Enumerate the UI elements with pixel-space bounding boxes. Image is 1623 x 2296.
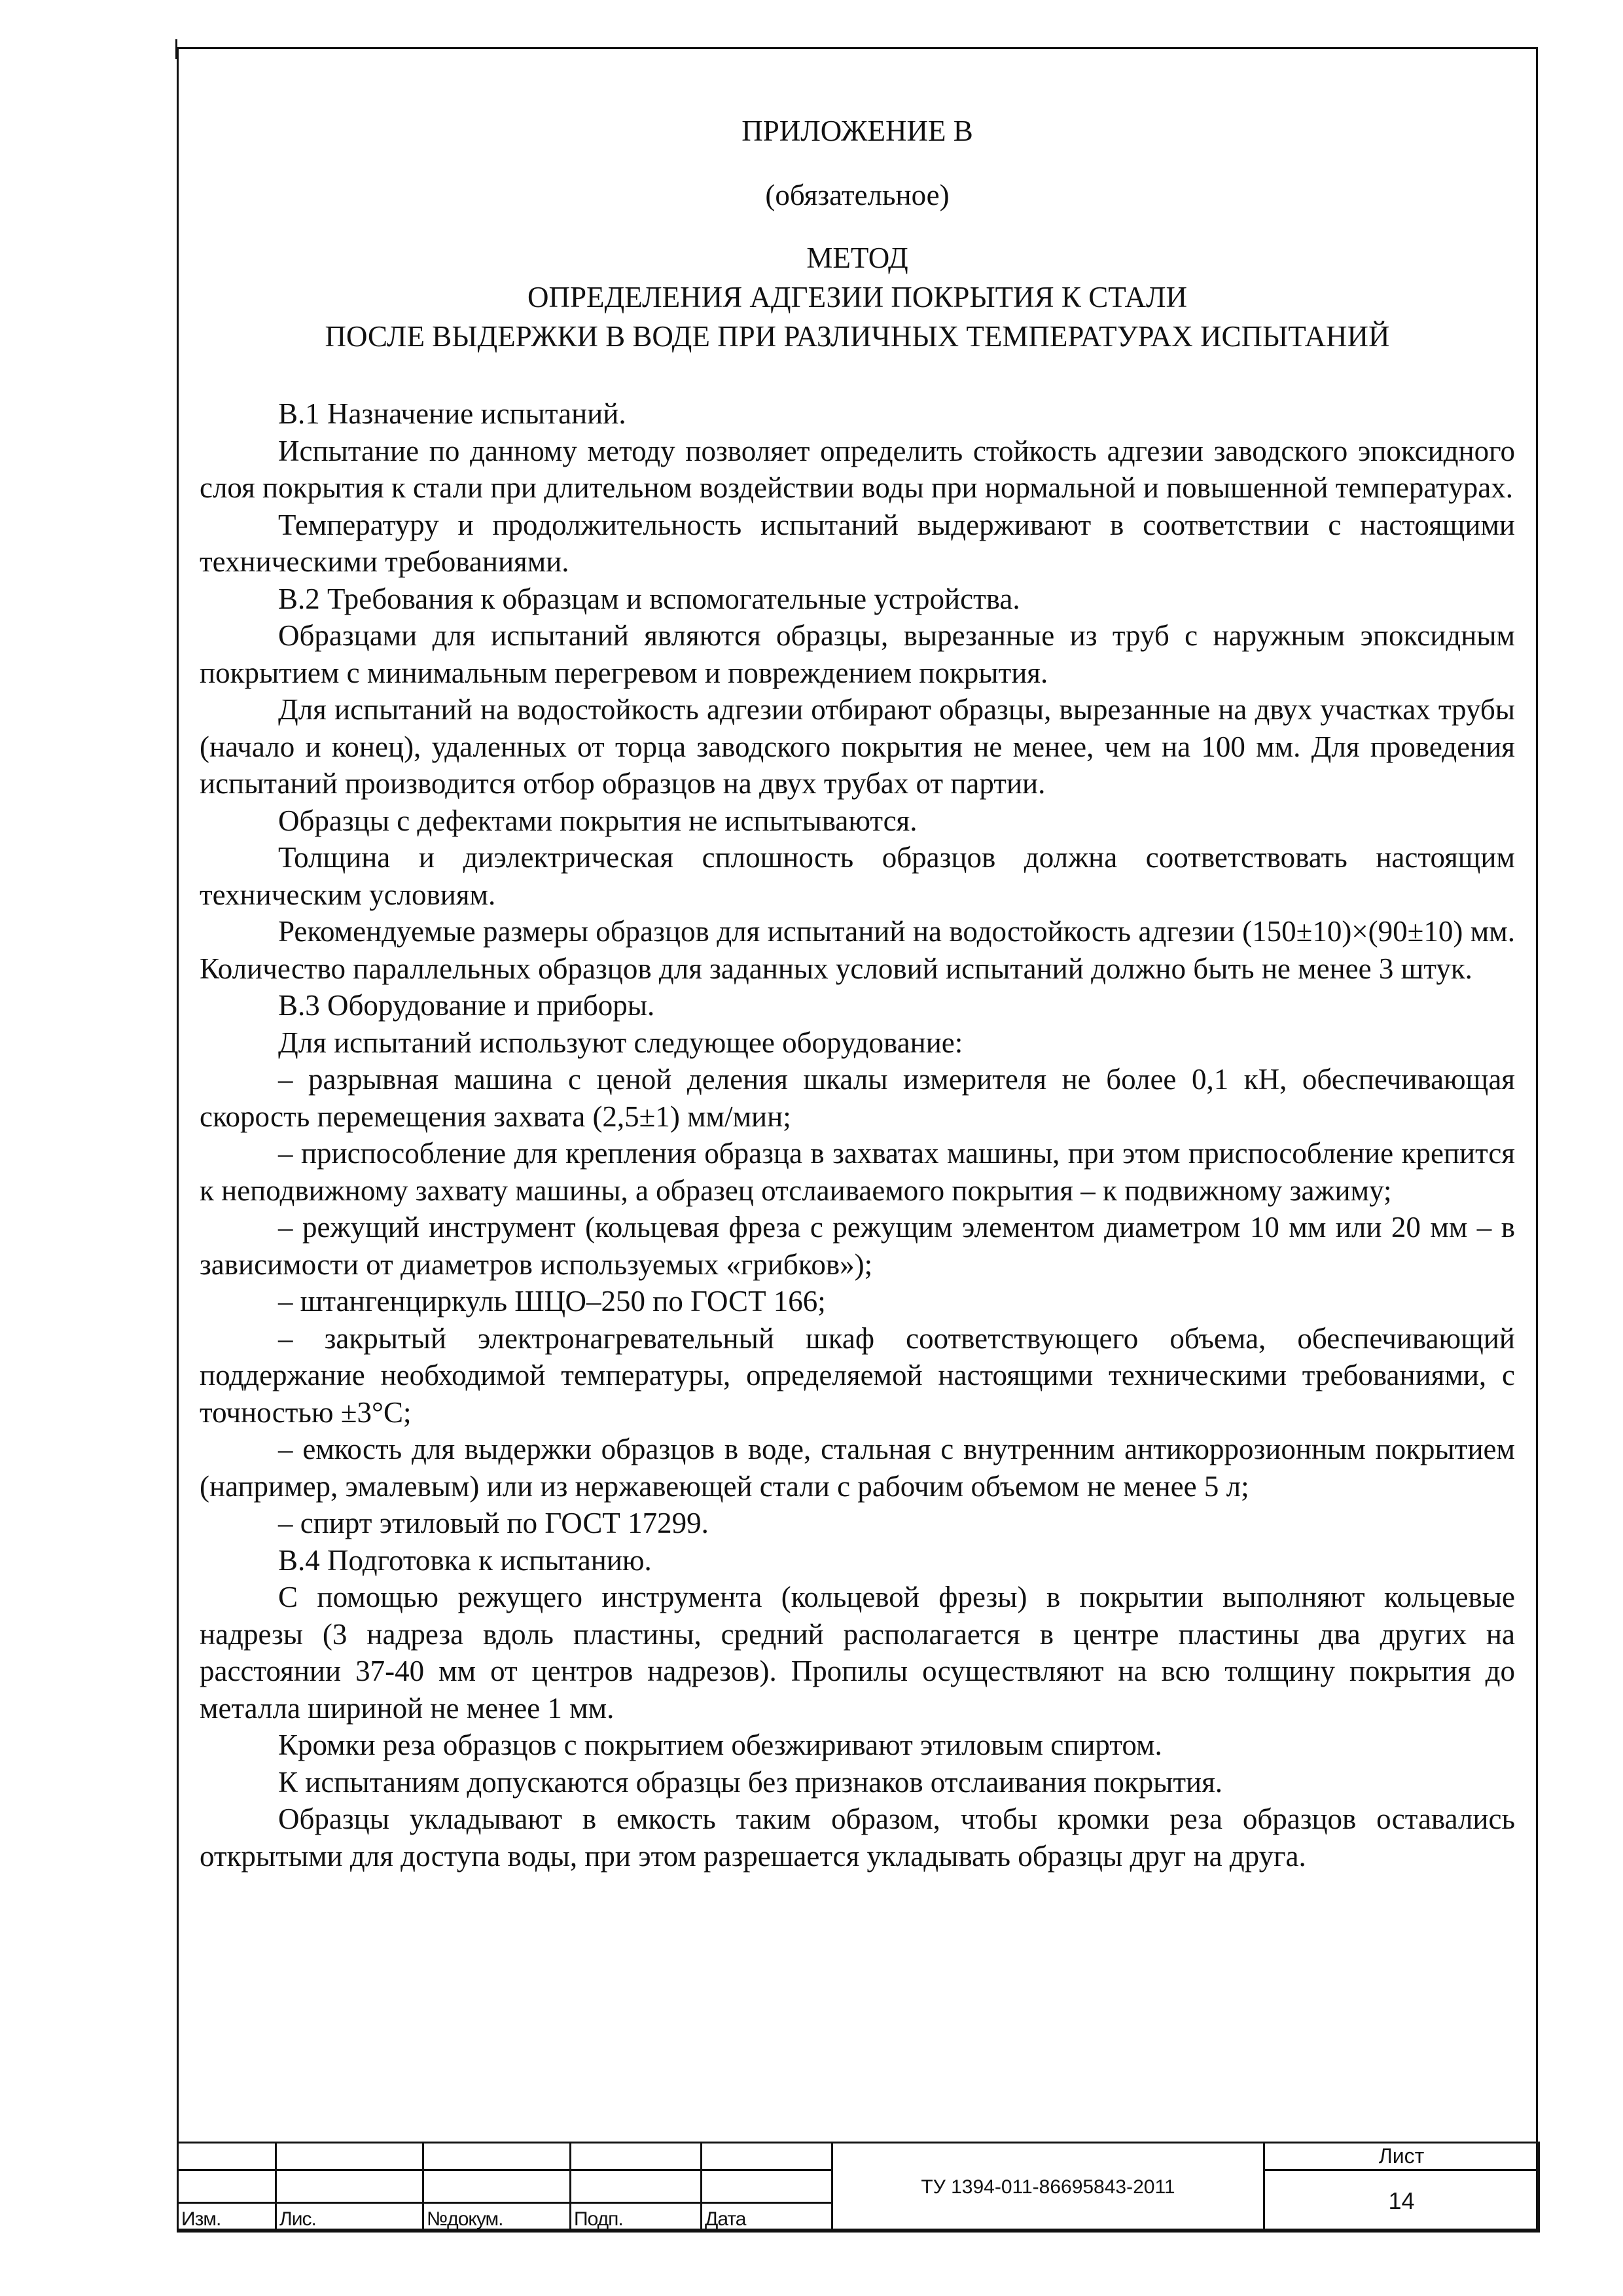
section-heading: В.4 Подготовка к испытанию. bbox=[278, 1543, 652, 1577]
sheet-label: Лист bbox=[1264, 2143, 1539, 2170]
paragraph: Образцы укладывают в емкость таким образом, чтобы кромки реза образцов оставались открытыми для доступа воды, при этом разрешается укладывать образцы друг на друга. bbox=[200, 1803, 1515, 1873]
appendix-status: (обязательное) bbox=[765, 179, 950, 211]
paragraph: Испытание по данному методу позволяет определить стойкость адгезии заводского эпоксидного слоя покрытия к стали при длительном воздействии воды при нормальной и повышенной температурах. bbox=[200, 434, 1515, 504]
label-sheet: Лис. bbox=[276, 2203, 423, 2232]
label-document-number: №докум. bbox=[423, 2203, 571, 2232]
title-block bbox=[177, 2142, 1538, 2231]
section-heading: В.2 Требования к образцам и вспомогательные устройства. bbox=[278, 582, 1020, 615]
sheet-number: 14 bbox=[1264, 2170, 1539, 2232]
list-item: – штангенциркуль ШЦО–250 по ГОСТ 166; bbox=[278, 1285, 826, 1318]
section-heading: В.1 Назначение испытаний. bbox=[278, 397, 626, 430]
appendix-title: ПРИЛОЖЕНИЕ В bbox=[741, 115, 973, 147]
list-item: – режущий инструмент (кольцевая фреза с режущим элементом диаметром 10 мм или 20 мм – в зависимости от диаметров используемых «грибков»); bbox=[200, 1211, 1515, 1281]
body-text bbox=[200, 395, 1515, 1874]
paragraph: Образцы с дефектами покрытия не испытываются. bbox=[278, 804, 918, 837]
label-revision: Изм. bbox=[178, 2203, 276, 2232]
paragraph: Кромки реза образцов с покрытием обезжиривают этиловым спиртом. bbox=[278, 1729, 1162, 1761]
paragraph: Температуру и продолжительность испытаний выдерживают в соответствии с настоящими техническими требованиями. bbox=[200, 508, 1515, 578]
paragraph: С помощью режущего инструмента (кольцевой фрезы) в покрытии выполняют кольцевые надрезы (3 надреза вдоль пластины, средний располагается в центре пластины два других на расстоянии 37-40 мм от центров надрезов). Пропилы осуществляют на всю толщину покрытия до металла шириной не менее 1 мм. bbox=[200, 1581, 1515, 1725]
section-heading: В.3 Оборудование и приборы. bbox=[278, 989, 655, 1022]
method-title-line: ОПРЕДЕЛЕНИЯ АДГЕЗИИ ПОКРЫТИЯ К СТАЛИ bbox=[527, 281, 1187, 314]
paragraph: Образцами для испытаний являются образцы, вырезанные из труб с наружным эпоксидным покрытием с минимальным перегревом и повреждением покрытия. bbox=[200, 619, 1515, 689]
label-date: Дата bbox=[702, 2203, 832, 2232]
method-title-line: МЕТОД bbox=[806, 242, 908, 274]
list-item: – приспособление для крепления образца в захватах машины, при этом приспособление крепится к неподвижному захвату машины, а образец отслаиваемого покрытия – к подвижному зажиму; bbox=[200, 1137, 1515, 1207]
paragraph: Рекомендуемые размеры образцов для испытаний на водостойкость адгезии (150±10)×(90±10) мм. Количество параллельных образцов для заданных условий испытаний должно быть не менее 3 штук. bbox=[200, 915, 1515, 985]
list-item: – емкость для выдержки образцов в воде, стальная с внутренним антикоррозионным покрытием (например, эмалевым) или из нержавеющей стали с рабочим объемом не менее 5 л; bbox=[200, 1433, 1515, 1503]
list-item: – спирт этиловый по ГОСТ 17299. bbox=[278, 1507, 709, 1539]
paragraph: Толщина и диэлектрическая сплошность образцов должна соответствовать настоящим техническим условиям. bbox=[200, 841, 1515, 911]
document-body bbox=[200, 105, 1515, 1874]
paragraph: К испытаниям допускаются образцы без признаков отслаивания покрытия. bbox=[278, 1765, 1223, 1799]
paragraph: Для испытаний на водостойкость адгезии отбирают образцы, вырезанные на двух участках трубы (начало и конец), удаленных от торца заводского покрытия не менее, чем на 100 мм. Для проведения испытаний производится отбор образцов на двух трубах от партии. bbox=[200, 693, 1515, 800]
label-signature: Подп. bbox=[571, 2203, 702, 2232]
list-item: – закрытый электронагревательный шкаф соответствующего объема, обеспечивающий поддержание необходимой температуры, определяемой настоящими техническими требованиями, с точностью ±3°С; bbox=[200, 1321, 1515, 1429]
paragraph: Для испытаний используют следующее оборудование: bbox=[278, 1026, 963, 1059]
list-item: – разрывная машина с ценой деления шкалы измерителя не более 0,1 кН, обеспечивающая скорость перемещения захвата (2,5±1) мм/мин; bbox=[200, 1063, 1515, 1133]
method-title-line: ПОСЛЕ ВЫДЕРЖКИ В ВОДЕ ПРИ РАЗЛИЧНЫХ ТЕМПЕРАТУРАХ ИСПЫТАНИЙ bbox=[325, 320, 1390, 353]
method-title bbox=[200, 238, 1515, 356]
document-code: ТУ 1394-011-86695843-2011 bbox=[832, 2143, 1264, 2232]
title-block-table bbox=[177, 2142, 1540, 2233]
